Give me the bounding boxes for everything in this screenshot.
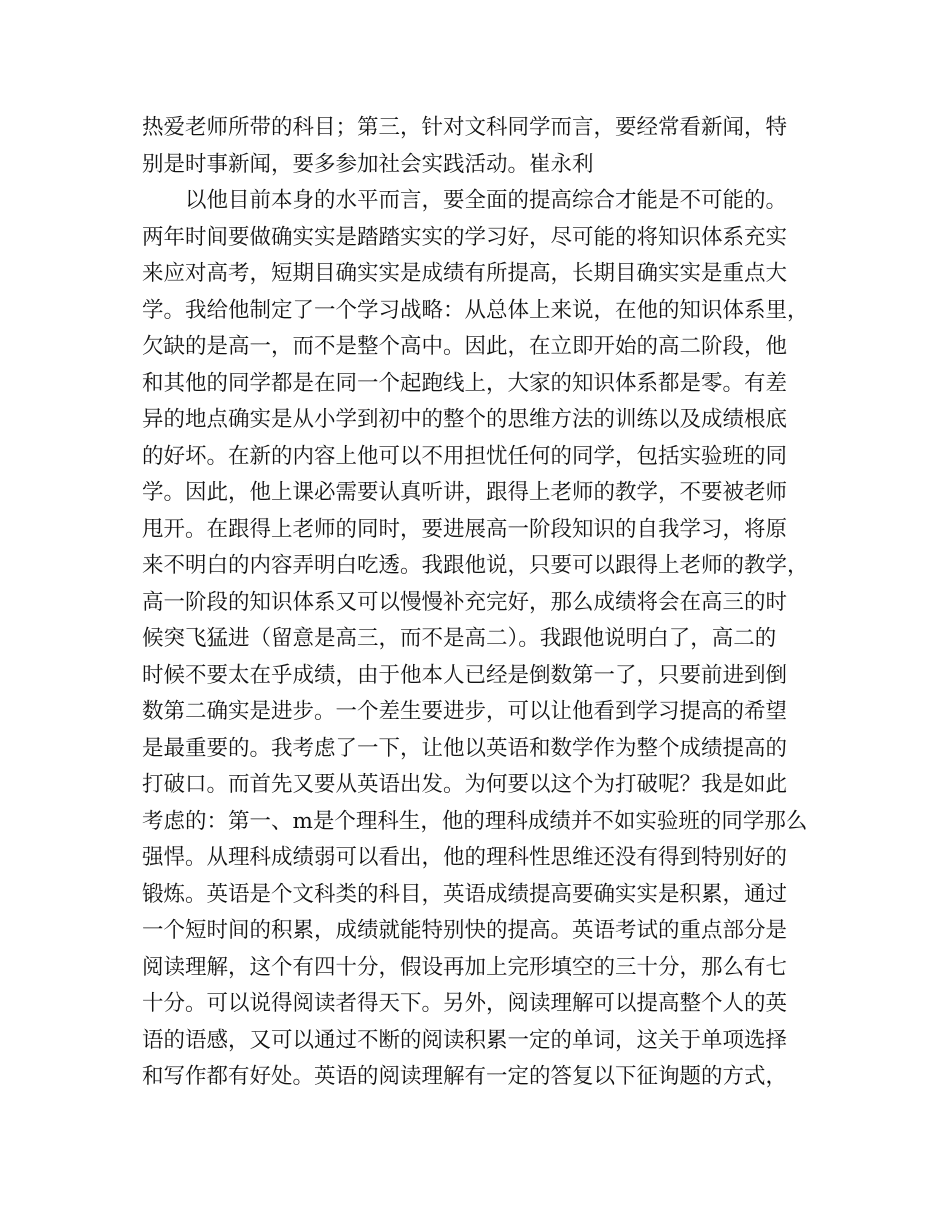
text-line: 异的地点确实是从小学到初中的整个的思维方法的训练以及成绩根底: [142, 407, 788, 432]
text-line: 学。因此，他上课必需要认真听讲，跟得上老师的教学，不要被老师: [142, 480, 788, 505]
text-line: 阅读理解，这个有四十分，假设再加上完形填空的三十分，那么有七: [142, 954, 788, 980]
text-line: 强悍。从理科成绩弱可以看出，他的理科性思维还没有得到特别好的: [142, 845, 788, 870]
paragraph-2: [142, 183, 822, 1096]
text-line: 是最重要的。我考虑了一下，让他以英语和数学作为整个成绩提高的: [142, 735, 788, 761]
text-line: 候突飞猛进（留意是高三，而不是高二）。我跟他说明白了，高二的: [142, 626, 777, 651]
text-line: 欠缺的是高一，而不是整个高中。因此，在立即开始的高二阶段，他: [142, 334, 788, 359]
text-line: 语的语感，又可以通过不断的阅读积累一定的单词，这关于单项选择: [142, 1027, 788, 1053]
text-line: 考虑的：第一、m是个理科生，他的理科成绩并不如实验班的同学那么: [142, 808, 808, 834]
text-line: 数第二确实是进步。一个差生要进步，可以让他看到学习提高的希望: [142, 699, 788, 724]
text-line: 学。我给他制定了一个学习战略：从总体上来说，在他的知识体系里，: [142, 297, 809, 323]
text-line: 一个短时间的积累，成绩就能特别快的提高。英语考试的重点部分是: [142, 918, 788, 943]
text-line: 高一阶段的知识体系又可以慢慢补充完好，那么成绩将会在高三的时: [142, 589, 788, 615]
text-line: 热爱老师所带的科目；第三，针对文科同学而言，要经常看新闻，特: [142, 115, 788, 140]
paragraph-1: [142, 110, 822, 183]
text-line: 别是时事新闻，要多参加社会实践活动。崔永利: [142, 151, 594, 177]
text-line: 甩开。在跟得上老师的同时，要进展高一阶段知识的自我学习，将原: [142, 516, 788, 542]
document-body: [142, 110, 822, 1096]
text-line: 的好坏。在新的内容上他可以不用担忧任何的同学，包括实验班的同: [142, 443, 788, 469]
text-line: 时候不要太在乎成绩，由于他本人已经是倒数第一了，只要前进到倒: [142, 662, 788, 688]
text-line: 和其他的同学都是在同一个起跑线上，大家的知识体系都是零。有差: [142, 370, 788, 396]
text-line: 打破口。而首先又要从英语出发。为何要以这个为打破呢？我是如此: [142, 772, 788, 797]
text-line: 来不明白的内容弄明白吃透。我跟他说，只要可以跟得上老师的教学，: [142, 553, 809, 578]
text-line: 锻炼。英语是个文科类的科目，英语成绩提高要确实实是积累，通过: [142, 881, 788, 907]
text-line: 来应对高考，短期目确实实是成绩有所提高，长期目确实实是重点大: [142, 261, 788, 286]
text-line: 和写作都有好处。英语的阅读理解有一定的答复以下征询题的方式，: [142, 1064, 788, 1089]
text-line: 两年时间要做确实实是踏踏实实的学习好，尽可能的将知识体系充实: [142, 224, 788, 250]
text-line: 十分。可以说得阅读者得天下。另外，阅读理解可以提高整个人的英: [142, 991, 788, 1016]
text-line: 以他目前本身的水平而言，要全面的提高综合才能是不可能的。: [185, 188, 788, 213]
